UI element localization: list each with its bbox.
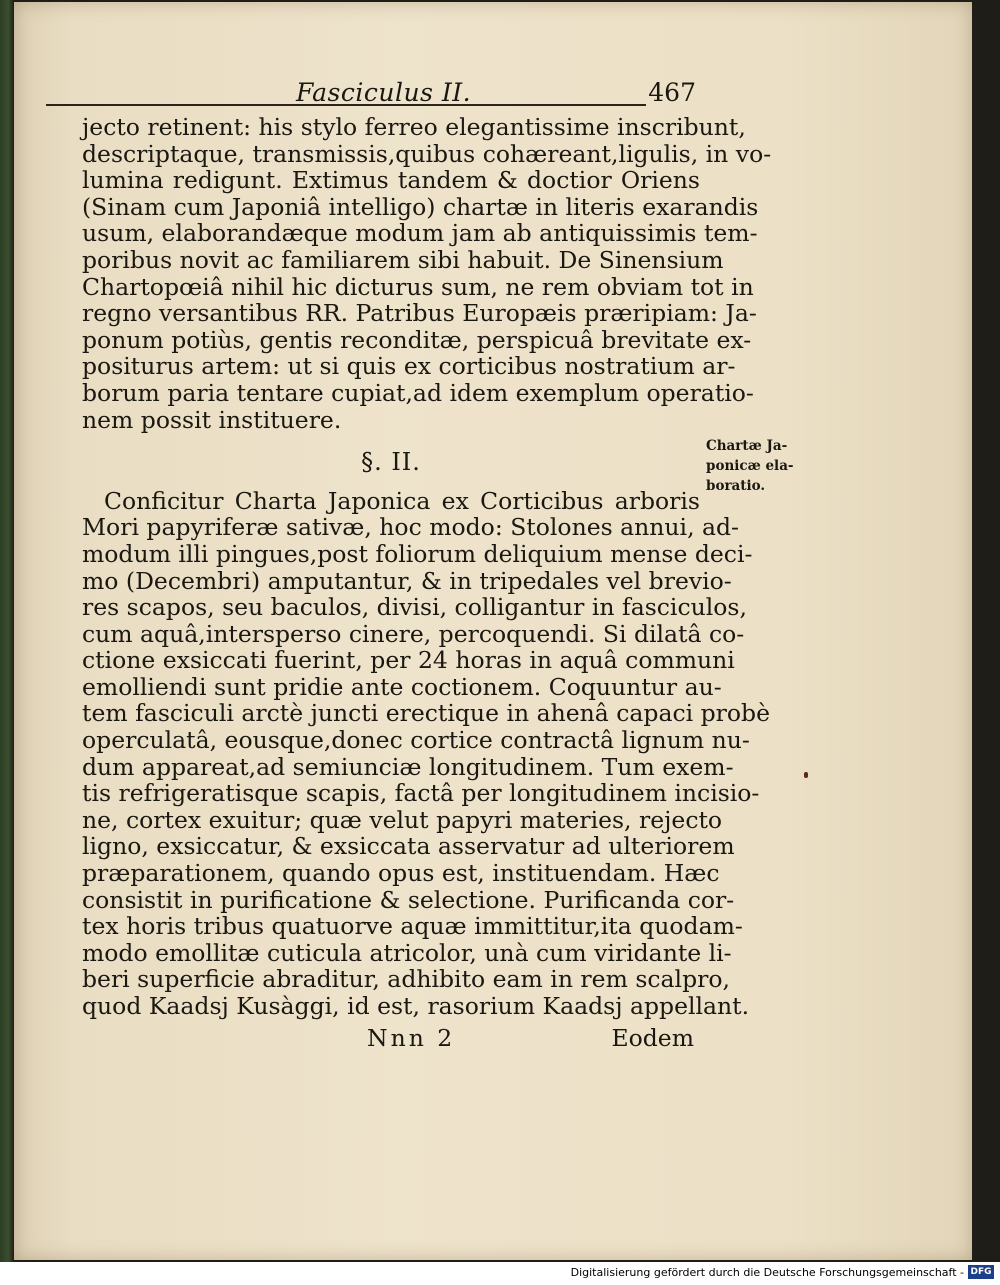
text-line: cum aquâ,interspersо cinere, percoquendi. Si dilatâ co- (82, 619, 745, 648)
text-line: regno versantibus RR. Patribus Europæis præripiam: Ja- (82, 299, 757, 328)
text-line: ne, cortex exuitur; quæ velut papyri materies, rejecto (82, 805, 723, 834)
text-line: modo emollitæ cuticula atricolor, unà cum viridante li- (82, 938, 732, 967)
paragraph-1 (82, 113, 772, 434)
text-line: Conficitur Charta Japonica ex Corticibus arboris (104, 486, 700, 515)
running-head: Fasciculus II. (296, 78, 472, 107)
text-line: beri superficie abraditur, adhibito eam in rem scalpro, (82, 965, 730, 994)
text-line: Chartopœiâ nihil hic dicturus sum, ne rem obviam tot in (82, 272, 754, 301)
text-line: (Sinam cum Japoniâ intelligo) chartæ in literis exarandis (82, 192, 759, 221)
text-line: nem possit instituere. (82, 405, 342, 434)
text-line: operculatâ, eousque,donec cortice contractâ lignum nu- (82, 726, 750, 755)
text-line: Mori papyriferæ sativæ, hoc modo: Stolones annui, ad- (82, 513, 740, 542)
text-line: usum, elaborandæque modum jam ab antiquissimis tem- (82, 219, 758, 248)
page-number: 467 (648, 78, 696, 107)
ink-spot (804, 772, 808, 778)
text-line: consistit in purificatione & selectione. Purificanda cor- (82, 885, 735, 914)
text-line: tis refrigeratisque scapis, factâ per longitudinem incisio- (82, 779, 760, 808)
text-line: modum illi pingues,post foliorum deliquium mense deci- (82, 539, 753, 568)
margin-note-line: Chartæ Ja- (706, 438, 788, 454)
text-line: descriptaque, transmissis,quibus cohæreant,ligulis, in vo- (82, 139, 772, 168)
text-line: poribus novit ac familiarem sibi habuit. De Sinensium (82, 245, 724, 274)
signature-mark: Nnn 2 (367, 1024, 456, 1052)
text-line: mo (Decembri) amputantur, & in tripedales vel brevio- (82, 566, 732, 595)
text-line: positurus artem: ut si quis ex corticibus nostratium ar- (82, 352, 736, 381)
text-line: ponum potiùs, gentis reconditæ, perspicuâ brevitate ex- (82, 325, 752, 354)
catchword: Eodem (611, 1024, 694, 1052)
page-foot (82, 1024, 694, 1054)
section-heading: §. II. (361, 448, 421, 477)
dfg-logo: DFG (968, 1265, 994, 1279)
margin-note (706, 436, 796, 496)
digitization-footer (0, 1262, 1000, 1285)
footer-credit: Digitalisierung gefördert durch die Deutsche Forschungsgemeinschaft - (570, 1266, 964, 1279)
page-header (46, 78, 696, 114)
text-line: lumina redigunt. Extimus tandem & doctior Oriens (82, 166, 700, 195)
text-line: borum paria tentare cupiat,ad idem exemplum operatio- (82, 378, 754, 407)
text-line: res scapos, seu baculos, divisi, colligantur in fasciculos, (82, 593, 747, 622)
text-line: præparationem, quando opus est, instituendam. Hæc (82, 859, 720, 888)
text-line: jecto retinent: his stylo ferreo elegantissime inscribunt, (82, 113, 746, 141)
margin-note-line: ponicæ ela- (706, 458, 794, 474)
text-line: quod Kaadsj Kusàggi, id est, rasorium Kaadsj appellant. (82, 992, 750, 1020)
text-line: ligno, exsiccatur, & exsiccata asservatur ad ulteriorem (82, 832, 735, 861)
text-line: tem fasciculi arctè juncti erectique in ahenâ capaci probè (82, 699, 770, 728)
book-cover-edge (0, 0, 14, 1262)
text-line: tex horis tribus quatuorve aquæ immittitur,ita quodam- (82, 912, 743, 941)
text-line: dum appareat,ad semiunciæ longitudinem. Tum exem- (82, 752, 734, 781)
text-line: ctione exsiccati fuerint, per 24 horas in aquâ communi (82, 646, 735, 675)
margin-note-line: boratio. (706, 478, 766, 494)
text-line: emolliendi sunt pridie ante coctionem. Coquuntur au- (82, 672, 722, 701)
header-rule (46, 104, 646, 106)
